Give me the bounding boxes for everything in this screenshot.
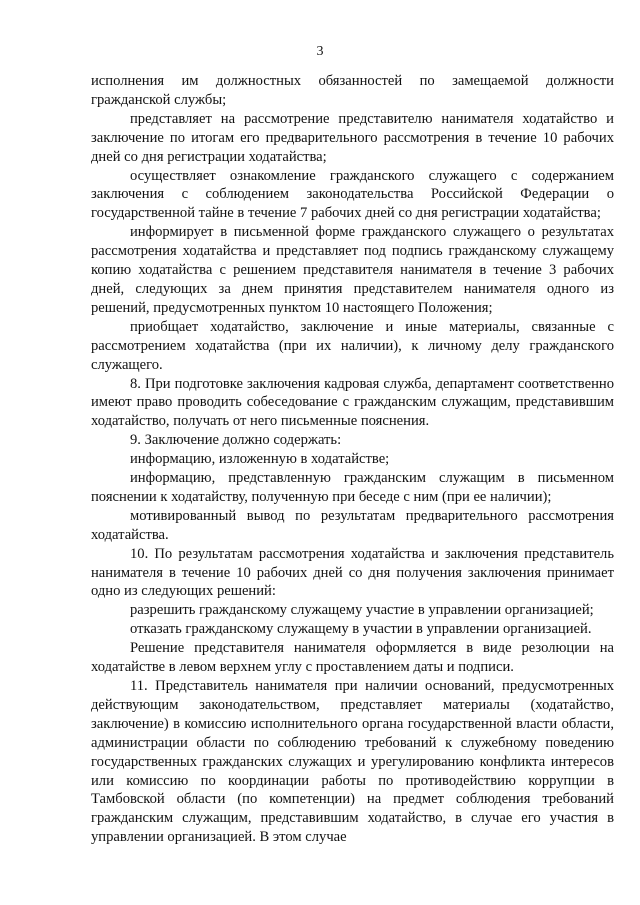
paragraph: информацию, изложенную в ходатайстве; [130,451,390,468]
paragraph: 9. Заключение должно содержать: [130,432,342,449]
paragraph: разрешить гражданскому служащему участие в управлении организацией; [130,602,594,619]
page-number: 3 [316,44,324,59]
paragraph: Решение представителя нанимателя оформляется в виде резолюции на ходатайстве в левом верхнем углу с проставлением даты и подписи. [91,640,614,676]
paragraph: приобщает ходатайство, заключение и иные материалы, связанные с рассмотрением ходатайства (при их наличии), к личному делу гражданского служащего. [91,318,614,373]
paragraph: информацию, представленную гражданским служащим в письменном пояснении к ходатайству, полученную при беседе с ним (при ее наличии); [91,470,614,505]
paragraph: информирует в письменной форме гражданского служащего о результатах рассмотрения ходатайства и представляет под подпись гражданскому служащему копию ходатайства с решением представителя нанимателя в течение 3 рабочих дней, следующих за днем принятия представителем нанимателя одного из решений, предусмотренных пунктом 10 настоящего Положения; [91,224,614,316]
paragraph: представляет на рассмотрение представителю нанимателя ходатайство и заключение по итогам его предварительного рассмотрения в течение 10 рабочих дней со дня регистрации ходатайства; [91,110,614,165]
paragraph: отказать гражданскому служащему в участии в управлении организацией. [130,621,592,638]
paragraph: мотивированный вывод по результатам предварительного рассмотрения ходатайства. [91,507,614,543]
paragraph: 8. При подготовке заключения кадровая служба, департамент соответственно имеют право проводить собеседование с гражданским служащим, представившим ходатайство, получать от него письменные пояснения. [91,375,614,430]
document-body [91,72,614,847]
paragraph: 11. Представитель нанимателя при наличии оснований, предусмотренных действующим законодательством, представляет материалы (ходатайство, заключение) в комиссию исполнительного органа государственной власти области, администрации области по соблюдению требований к служебному поведению государственных гражданских служащих и урегулированию конфликта интересов или комиссию по координации работы по противодействию коррупции в Тамбовской области (по компетенции) на предмет соблюдения требований гражданским служащим, представившим ходатайство, в случае его участия в управлении организацией. В этом случае [91,678,614,846]
paragraph: исполнения им должностных обязанностей по замещаемой должности гражданской службы; [91,73,614,108]
paragraph: осуществляет ознакомление гражданского служащего с содержанием заключения с соблюдением законодательства Российской Федерации о государственной тайне в течение 7 рабочих дней со дня регистрации ходатайства; [91,167,614,222]
paragraph: 10. По результатам рассмотрения ходатайства и заключения представитель нанимателя в течение 10 рабочих дней со дня получения заключения принимает одно из следующих решений: [91,545,614,600]
